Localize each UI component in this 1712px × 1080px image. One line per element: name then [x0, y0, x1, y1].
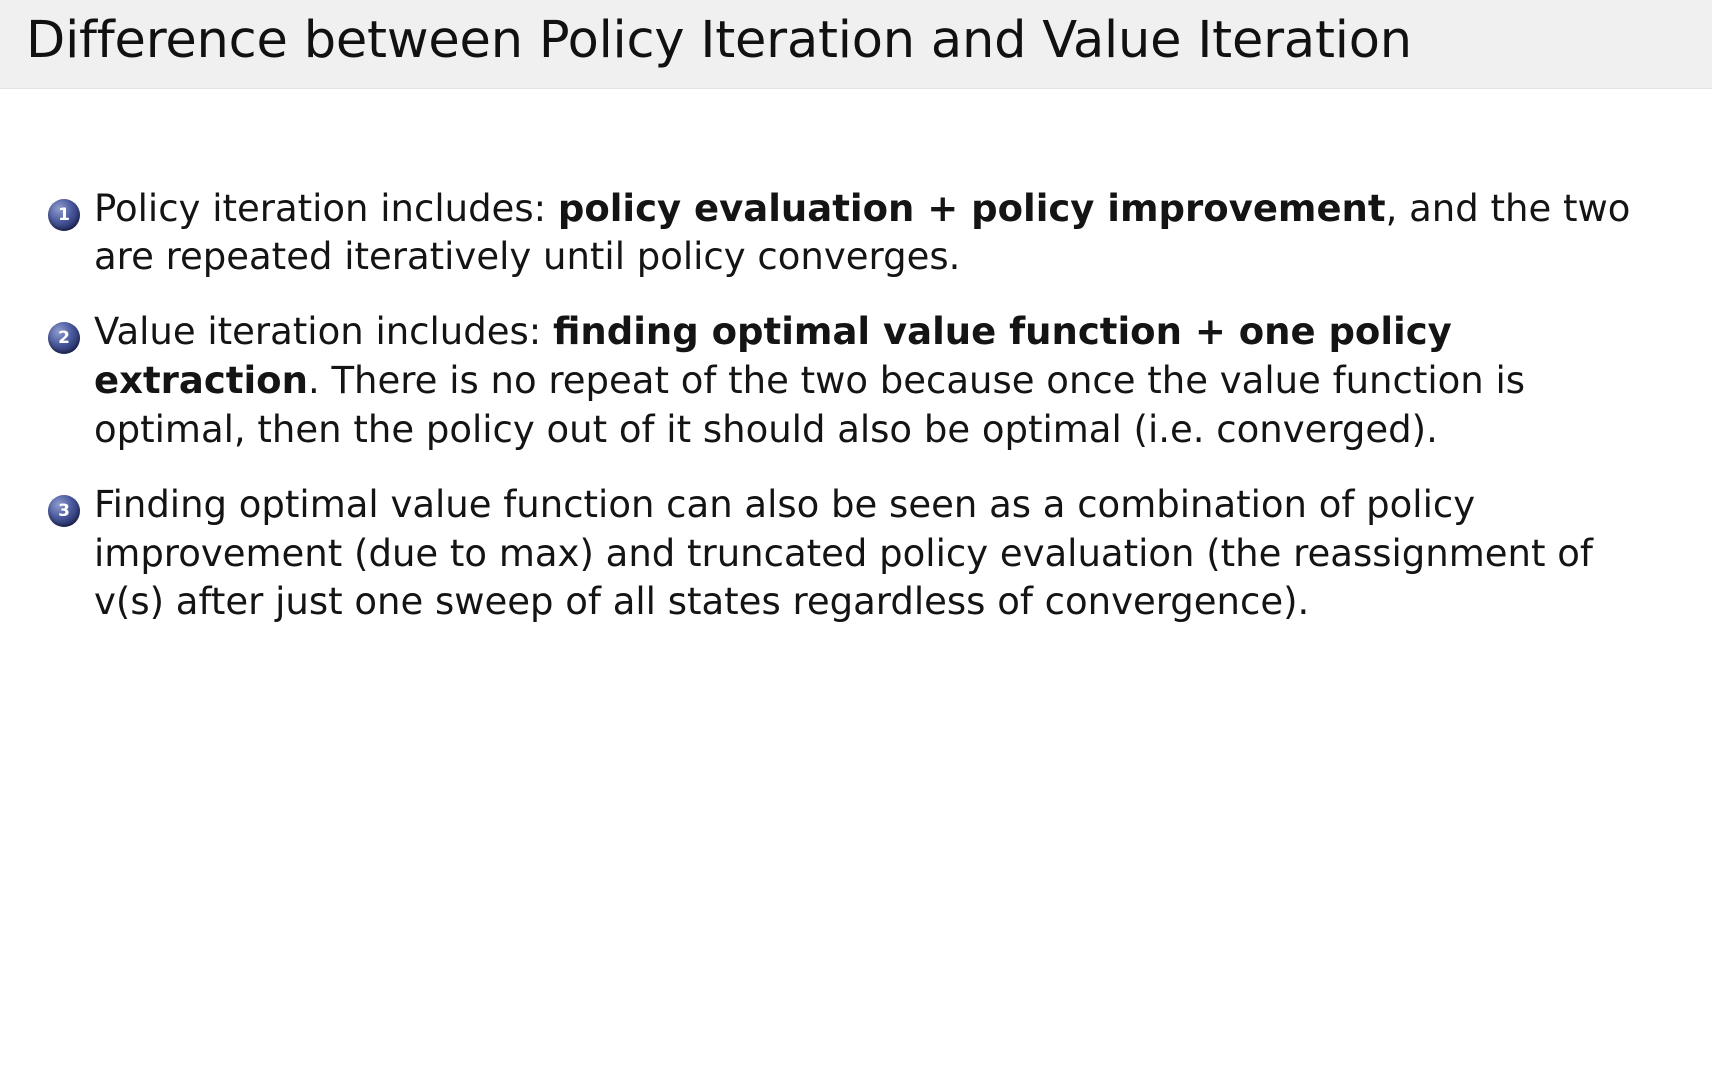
text-segment: . There is no repeat of the two because once the value function is optimal, then the policy out of it should also be optimal (i.e. converged). — [94, 359, 1526, 451]
policy-iteration-point — [94, 185, 1672, 283]
enumerated-list — [48, 185, 1672, 628]
text-segment: finding optimal value function — [553, 310, 1182, 354]
list-marker-icon: 2 — [48, 322, 80, 354]
text-segment: + — [914, 186, 972, 230]
value-iteration-point — [94, 308, 1672, 454]
optimal-value-function-point — [94, 481, 1672, 627]
text-segment: one policy extraction — [94, 310, 1452, 403]
list-marker-icon: 3 — [48, 495, 80, 527]
text-segment: policy evaluation — [557, 186, 915, 230]
text-segment: policy improvement — [971, 186, 1386, 230]
text-segment: , and the two are repeated iteratively until policy converges. — [94, 186, 1631, 279]
text-segment: Finding optimal value function can also be seen as a combination of policy improvement (due to max) and truncated policy evaluation (the reassignment of v(s) after just one sweep of all states regardless of convergence). — [94, 482, 1593, 624]
list-item — [48, 308, 1672, 454]
list-item — [48, 185, 1672, 283]
page-title: Difference between Policy Iteration and Value Iteration — [26, 11, 1412, 70]
text-segment: + — [1181, 310, 1239, 354]
text-segment: Value iteration includes: — [94, 310, 553, 354]
slide-title-bar — [0, 0, 1712, 89]
slide-body — [0, 89, 1712, 628]
text-segment: Policy iteration includes: — [94, 186, 558, 230]
list-marker-icon: 1 — [48, 199, 80, 231]
list-item — [48, 481, 1672, 627]
